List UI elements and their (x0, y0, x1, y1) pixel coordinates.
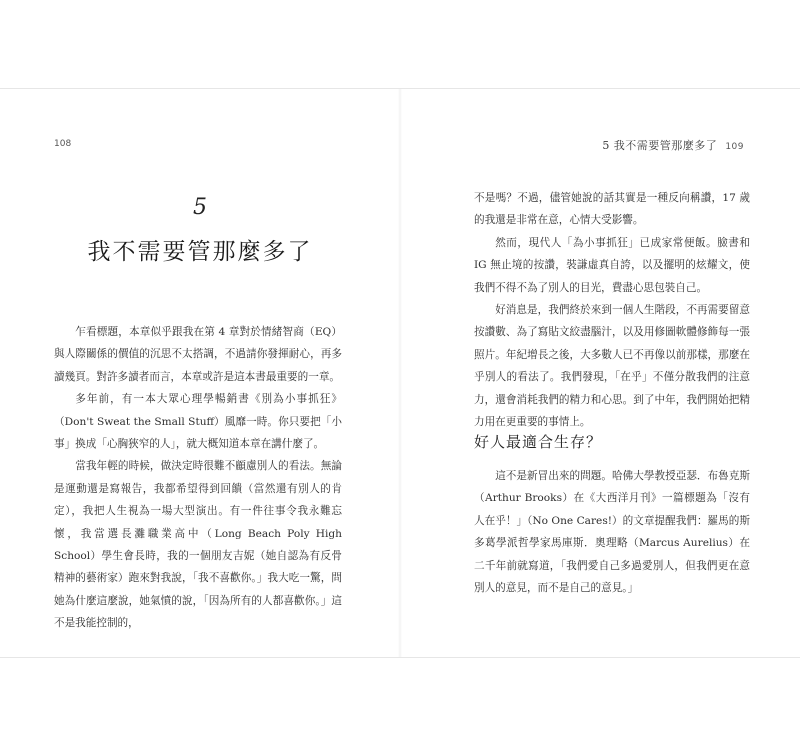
paragraph: 當我年輕的時候，做決定時很難不顧慮別人的看法。無論是運動還是寫報告，我都希望得到回饋（當然還有別人的肯定），我把人生視為一場大型演出。有一件往事令我永難忘懷，我當選長灘職業高中（Long Beach Poly High School）學生會長時，我的一個朋友吉妮（她自認為有反骨精神的藝術家）跑來對我說，「我不喜歡你。」我大吃一驚，問她為什麼這麼說，她氣憤的說，「因為所有的人都喜歡你。」這不是我能控制的， (54, 460, 342, 630)
book-spread (0, 88, 800, 658)
paragraph: 多年前，有一本大眾心理學暢銷書《別為小事抓狂》（Don't Sweat the Small Stuff）風靡一時。你只要把「小事」換成「心胸狹窄的人」，就大概知道本章在講什麼了。 (54, 393, 342, 451)
paragraph: 不是嗎？不過，儘管她說的話其實是一種反向稱讚，17 歲的我還是非常在意，心情大受影響。 (474, 192, 750, 227)
running-head-title: 5 我不需要管那麼多了 (602, 139, 718, 152)
paragraph: 然而，現代人「為小事抓狂」已成家常便飯。臉書和 IG 無止境的按讚，裝謙虛真自誇，以及擺明的炫耀文，使我們不得不為了別人的目光，費盡心思包裝自己。 (474, 236, 750, 294)
chapter-title: 我不需要管那麼多了 (87, 239, 313, 265)
paragraph: 這不是新冒出來的問題。哈佛大學教授亞瑟．布魯克斯（Arthur Brooks）在《大西洋月刊》一篇標題為「沒有人在乎！」（No One Cares!）的文章提醒我們：羅馬的斯多葛學派哲學家馬庫斯．奧理略（Marcus Aurelius）在二千年前就寫道，「我們愛自己多過愛別人，但我們更在意別人的意見，而不是自己的意見。」 (474, 470, 750, 595)
left-body-text (54, 321, 342, 635)
section-heading: 好人最適合生存？ (474, 433, 603, 451)
chapter-number: 5 (193, 195, 207, 220)
right-body-text (474, 187, 750, 433)
left-page-number: 108 (54, 139, 72, 149)
running-head (602, 137, 744, 153)
right-page-number: 109 (725, 142, 744, 152)
paragraph: 乍看標題，本章似乎跟我在第 4 章對於情緒智商（EQ）與人際關係的價值的沉思不太搭調，不過請你發揮耐心，再多讀幾頁。對許多讀者而言，本章或許是這本書最重要的一章。 (54, 326, 342, 383)
section-body-text (474, 465, 750, 599)
paragraph: 好消息是，我們終於來到一個人生階段，不再需要留意按讚數、為了寫貼文絞盡腦汁，以及用修圖軟體修飾每一張照片。年紀增長之後，大多數人已不再像以前那樣，那麼在乎別人的看法了。我們發現，「在乎」不僅分散我們的注意力，還會消耗我們的精力和心思。到了中年，我們開始把精力用在更重要的事情上。 (474, 304, 750, 429)
left-page (0, 89, 400, 657)
